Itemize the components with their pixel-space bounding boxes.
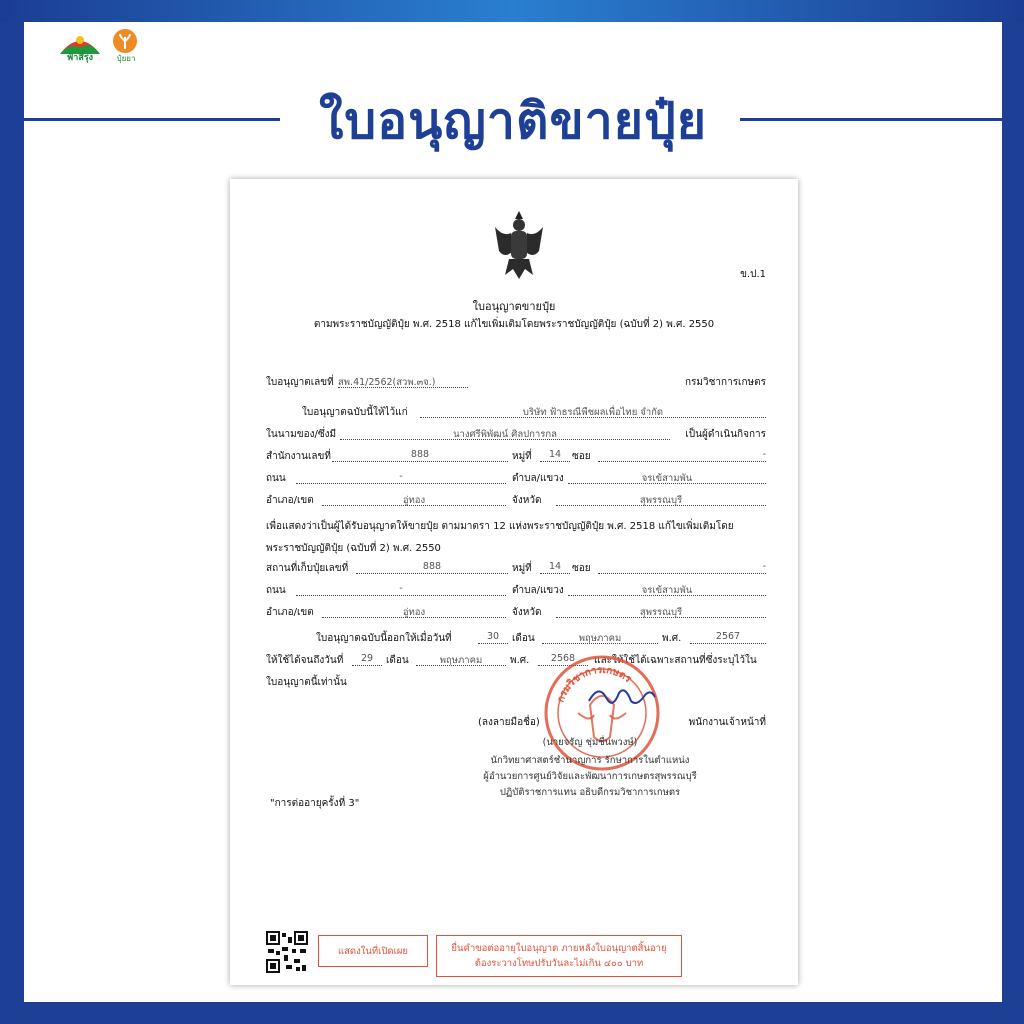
garuda-emblem-icon bbox=[487, 207, 551, 283]
moo-value: 14 bbox=[540, 449, 570, 462]
province-value: สุพรรณบุรี bbox=[556, 493, 766, 506]
storage-province-label: จังหวัด bbox=[512, 607, 542, 618]
storage-province-value: สุพรรณบุรี bbox=[556, 605, 766, 618]
moo-label: หมู่ที่ bbox=[512, 451, 532, 462]
valid-year-label: พ.ศ. bbox=[510, 655, 530, 666]
storage-moo-label: หมู่ที่ bbox=[512, 563, 532, 574]
valid-until-label: ให้ใช้ได้จนถึงวันที่ bbox=[266, 655, 344, 666]
penalty-notice-line-2: ต้องระวางโทษปรับวันละไม่เกิน ๔๐๐ บาท bbox=[474, 958, 644, 969]
issued-to-row bbox=[266, 405, 766, 419]
storage-amphoe-row bbox=[266, 605, 766, 619]
logo2-text: ปุ๋ยยา bbox=[116, 54, 136, 63]
issued-date-label: ใบอนุญาตฉบับนี้ออกให้เมื่อวันที่ bbox=[316, 633, 452, 644]
valid-month: พฤษภาคม bbox=[416, 653, 506, 666]
license-number-label: ใบอนุญาตเลขที่ bbox=[266, 377, 334, 388]
soi-value: - bbox=[598, 449, 766, 462]
top-frame-bar bbox=[0, 0, 1024, 22]
officer-title-label: พนักงานเจ้าหน้าที่ bbox=[688, 717, 766, 728]
office-label: สำนักงานเลขที่ bbox=[266, 451, 331, 462]
title-rule-right bbox=[740, 118, 1002, 121]
title-rule-left bbox=[24, 118, 280, 121]
officer-position-3: ปฏิบัติราชการแทน อธิบดีกรมวิชาการเกษตร bbox=[499, 787, 681, 798]
road-label: ถนน bbox=[266, 473, 286, 484]
issued-date-row bbox=[266, 631, 766, 645]
valid-year: 2568 bbox=[538, 653, 588, 666]
license-number-row bbox=[266, 375, 766, 389]
road-value: - bbox=[296, 471, 506, 484]
signature-label: (ลงลายมือชื่อ) bbox=[478, 717, 540, 728]
logo1-text: ฟ้าสีรุ่ง bbox=[66, 53, 94, 63]
officer-signature bbox=[585, 681, 657, 711]
tambon-label: ตำบล/แขวง bbox=[512, 473, 564, 484]
stamp-text: กรมวิชาการเกษตร bbox=[555, 664, 633, 705]
license-document bbox=[230, 179, 798, 985]
purpose-line-1: เพื่อแสดงว่าเป็นผู้ได้รับอนุญาตให้ขายปุ๋ย ตามมาตรา 12 แห่งพระราชบัญญัติปุ๋ย พ.ศ. 2518 แก้ไขเพิ่มเติมโดย bbox=[266, 521, 734, 532]
issued-to-label: ใบอนุญาตฉบับนี้ให้ไว้แก่ bbox=[302, 407, 408, 418]
pui-ya-logo-icon bbox=[112, 28, 138, 54]
operator-suffix: เป็นผู้ดำเนินกิจการ bbox=[685, 429, 766, 440]
department-name: กรมวิชาการเกษตร bbox=[684, 377, 766, 388]
operator-row bbox=[266, 427, 766, 441]
storage-tambon-value: จรเข้สามพัน bbox=[568, 583, 766, 596]
amphoe-label: อำเภอ/เขต bbox=[266, 495, 314, 506]
storage-moo-value: 14 bbox=[540, 561, 570, 574]
page-title: ใบอนุญาติขายปุ๋ย bbox=[318, 92, 708, 150]
penalty-notice-line-1: ยื่นคำขอต่ออายุใบอนุญาต ภายหลังใบอนุญาตสิ้นอายุ bbox=[451, 943, 667, 954]
officer-position-1: นักวิทยาศาสตร์ชำนาญการ รักษาการในตำแหน่ง bbox=[490, 755, 690, 766]
office-row bbox=[266, 449, 766, 463]
form-code: ข.ป.1 bbox=[740, 269, 766, 280]
amphoe-row bbox=[266, 493, 766, 507]
storage-row bbox=[266, 561, 766, 575]
storage-road-row bbox=[266, 583, 766, 597]
valid-day: 29 bbox=[352, 653, 382, 666]
qr-code-icon bbox=[266, 931, 308, 973]
poster-panel bbox=[24, 22, 1002, 1002]
valid-month-label: เดือน bbox=[386, 655, 409, 666]
storage-soi-value: - bbox=[598, 561, 766, 574]
in-name-label: ในนามของ/ซึ่งมี bbox=[266, 429, 337, 440]
storage-road-label: ถนน bbox=[266, 585, 286, 596]
renewal-note: "การต่ออายุครั้งที่ 3" bbox=[270, 798, 360, 809]
issued-day: 30 bbox=[478, 631, 508, 644]
storage-tambon-label: ตำบล/แขวง bbox=[512, 585, 564, 596]
office-number: 888 bbox=[332, 449, 508, 462]
operator-name: นางศรีพิพัฒน์ ศิลปการกล bbox=[340, 427, 670, 440]
valid-line-2: ใบอนุญาตนี้เท่านั้น bbox=[266, 677, 347, 688]
signature-row bbox=[266, 715, 766, 729]
road-row bbox=[266, 471, 766, 485]
amphoe-value: อู่ทอง bbox=[322, 493, 506, 506]
tambon-value: จรเข้สามพัน bbox=[568, 471, 766, 484]
bottom-frame-bar bbox=[0, 1002, 1024, 1024]
officer-position-2: ผู้อำนวยการศูนย์วิจัยและพัฒนาการเกษตรสุพรรณบุรี bbox=[483, 771, 697, 782]
valid-suffix: และให้ใช้ได้เฉพาะสถานที่ซึ่งระบุไว้ใน bbox=[594, 655, 757, 666]
document-subtitle: ตามพระราชบัญญัติปุ๋ย พ.ศ. 2518 แก้ไขเพิ่มเติมโดยพระราชบัญญัติปุ๋ย (ฉบับที่ 2) พ.ศ. 2550 bbox=[313, 319, 715, 330]
issued-year-label: พ.ศ. bbox=[662, 633, 682, 644]
storage-label: สถานที่เก็บปุ๋ยเลขที่ bbox=[266, 563, 349, 574]
penalty-notice-box bbox=[436, 935, 682, 977]
purpose-line-2: พระราชบัญญัติปุ๋ย (ฉบับที่ 2) พ.ศ. 2550 bbox=[266, 543, 441, 554]
province-label: จังหวัด bbox=[512, 495, 542, 506]
issued-month: พฤษภาคม bbox=[542, 631, 658, 644]
storage-number: 888 bbox=[356, 561, 508, 574]
storage-road-value: - bbox=[296, 583, 506, 596]
document-title: ใบอนุญาตขายปุ๋ย bbox=[472, 300, 556, 313]
company-name: บริษัท ฟ้าธรณีพืชผลเพื่อไทย จำกัด bbox=[420, 405, 766, 418]
valid-until-row bbox=[266, 653, 766, 667]
officer-name: (นายจรัญ ชุ่มชื่นพวงษ์) bbox=[542, 737, 638, 748]
display-notice-box: แสดงในที่เปิดเผย bbox=[318, 935, 428, 967]
issued-year: 2567 bbox=[690, 631, 766, 644]
soi-label: ซอย bbox=[572, 451, 591, 462]
issued-month-label: เดือน bbox=[512, 633, 535, 644]
license-number-value: สพ.41/2562(สวพ.๓จ.) bbox=[338, 375, 468, 388]
storage-amphoe-label: อำเภอ/เขต bbox=[266, 607, 314, 618]
storage-soi-label: ซอย bbox=[572, 563, 591, 574]
storage-amphoe-value: อู่ทอง bbox=[322, 605, 506, 618]
